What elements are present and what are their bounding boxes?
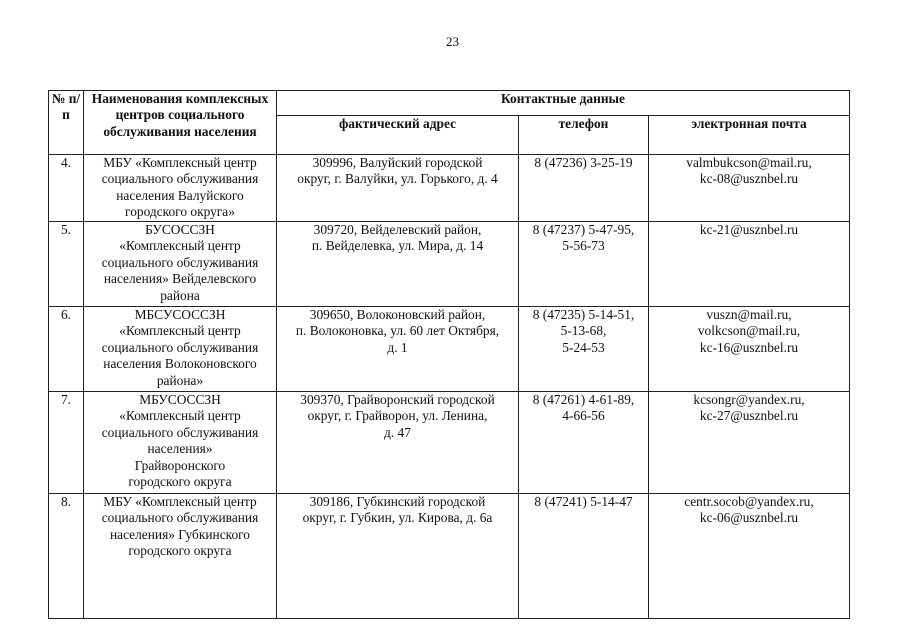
address-line: 309720, Вейделевский район,: [313, 222, 482, 237]
row-number: 6.: [49, 307, 84, 392]
contacts-table: [48, 90, 850, 619]
header-row-1: [49, 91, 850, 116]
center-name-line: «Комплексный центр: [119, 238, 241, 254]
email-line: kc-21@usznbel.ru: [699, 222, 799, 237]
address-line: 309370, Грайворонский городской: [300, 392, 495, 407]
center-name-line: населения Валуйского: [116, 187, 244, 203]
email-cell: [649, 494, 850, 619]
center-name: [84, 494, 277, 619]
center-name: [84, 155, 277, 222]
center-name-line: населения Волоконовского: [103, 356, 257, 372]
center-name-line: «Комплексный центр: [119, 323, 241, 339]
center-name-line: Грайворонского: [134, 457, 226, 473]
center-name-line: района»: [156, 372, 204, 388]
header-address: фактический адрес: [277, 116, 519, 155]
email-line: kcsongr@yandex.ru,: [693, 392, 805, 407]
row-number: 7.: [49, 392, 84, 494]
phone-cell: [519, 222, 649, 307]
table-row: [49, 307, 850, 392]
address-cell: [277, 392, 519, 494]
header-contacts: Контактные данные: [277, 91, 850, 116]
phone-line: 5-56-73: [562, 238, 605, 254]
email-cell: [649, 155, 850, 222]
center-name-line: социального обслуживания: [101, 254, 259, 270]
center-name-line: населения» Губкинского: [109, 526, 251, 542]
address-cell: [277, 307, 519, 392]
phone-line: 4-66-56: [562, 408, 605, 424]
row-number: 5.: [49, 222, 84, 307]
phone-cell: [519, 307, 649, 392]
table-row: [49, 155, 850, 222]
center-name: [84, 222, 277, 307]
address-line: 309650, Волоконовский район,: [309, 307, 486, 322]
address-line: п. Вейделевка, ул. Мира, д. 14: [311, 238, 484, 254]
phone-line: 5-24-53: [562, 339, 605, 355]
address-line: д. 1: [387, 339, 408, 355]
email-line: kc-16@usznbel.ru: [699, 339, 799, 355]
address-line: округ, г. Грайворон, ул. Ленина,: [307, 408, 488, 424]
address-cell: [277, 222, 519, 307]
center-name-line: городского округа: [128, 543, 232, 559]
email-cell: [649, 392, 850, 494]
header-num: [49, 91, 84, 155]
phone-line: 8 (47236) 3-25-19: [534, 155, 633, 170]
address-line: д. 47: [384, 424, 411, 440]
phone-cell: [519, 155, 649, 222]
table-row: [49, 392, 850, 494]
header-name-line: обслуживания населения: [103, 123, 257, 139]
address-line: п. Волоконовка, ул. 60 лет Октября,: [295, 323, 500, 339]
address-cell: [277, 494, 519, 619]
row-number: 4.: [49, 155, 84, 222]
address-line: округ, г. Валуйки, ул. Горького, д. 4: [297, 171, 498, 187]
header-num-line: №: [51, 91, 66, 106]
phone-line: 5-13-68,: [560, 323, 607, 339]
center-name-line: населения»: [147, 441, 213, 457]
center-name-line: «Комплексный центр: [119, 408, 241, 424]
address-line: 309996, Валуйский городской: [312, 155, 483, 170]
center-name-line: МБСУСОССЗН: [134, 307, 226, 322]
header-email: электронная почта: [649, 116, 850, 155]
email-cell: [649, 222, 850, 307]
header-name-line: комплексных центров: [115, 91, 269, 123]
phone-line: 8 (47241) 5-14-47: [534, 494, 633, 509]
phone-cell: [519, 494, 649, 619]
center-name-line: социального обслуживания: [101, 171, 259, 187]
center-name: [84, 307, 277, 392]
phone-line: 8 (47261) 4-61-89,: [532, 392, 635, 407]
table-row: [49, 222, 850, 307]
center-name-line: населения» Вейделевского: [103, 271, 257, 287]
header-name: [84, 91, 277, 155]
phone-line: 8 (47235) 5-14-51,: [532, 307, 635, 322]
center-name-line: социального обслуживания: [101, 510, 259, 526]
address-line: округ, г. Губкин, ул. Кирова, д. 6а: [302, 510, 493, 526]
email-line: kc-06@usznbel.ru: [699, 510, 799, 526]
header-name-line: Наименования: [91, 91, 183, 106]
center-name-line: социального обслуживания: [101, 424, 259, 440]
email-line: vuszn@mail.ru,: [706, 307, 792, 322]
center-name-line: района: [160, 287, 200, 303]
center-name-line: БУСОССЗН: [145, 222, 215, 237]
center-name-line: МБУСОССЗН: [139, 392, 221, 407]
phone-cell: [519, 392, 649, 494]
email-line: valmbukcson@mail.ru,: [686, 155, 812, 170]
center-name-line: МБУ «Комплексный центр: [103, 155, 257, 170]
address-cell: [277, 155, 519, 222]
page-number: 23: [446, 34, 459, 49]
header-name-line: социального: [168, 107, 245, 123]
table-row: [49, 494, 850, 619]
center-name-line: городского округа»: [125, 204, 235, 220]
center-name-line: социального обслуживания: [101, 339, 259, 355]
center-name-line: МБУ «Комплексный центр: [103, 494, 257, 509]
phone-line: 8 (47237) 5-47-95,: [532, 222, 635, 237]
email-cell: [649, 307, 850, 392]
email-line: centr.socob@yandex.ru,: [684, 494, 814, 509]
email-line: volkcson@mail.ru,: [697, 323, 801, 339]
address-line: 309186, Губкинский городской: [309, 494, 486, 509]
email-line: kc-08@usznbel.ru: [699, 171, 799, 187]
email-line: kc-27@usznbel.ru: [699, 408, 799, 424]
row-number: 8.: [49, 494, 84, 619]
header-phone: телефон: [519, 116, 649, 155]
center-name: [84, 392, 277, 494]
header-num-line: п/п: [62, 91, 81, 123]
center-name-line: городского округа: [128, 474, 232, 490]
